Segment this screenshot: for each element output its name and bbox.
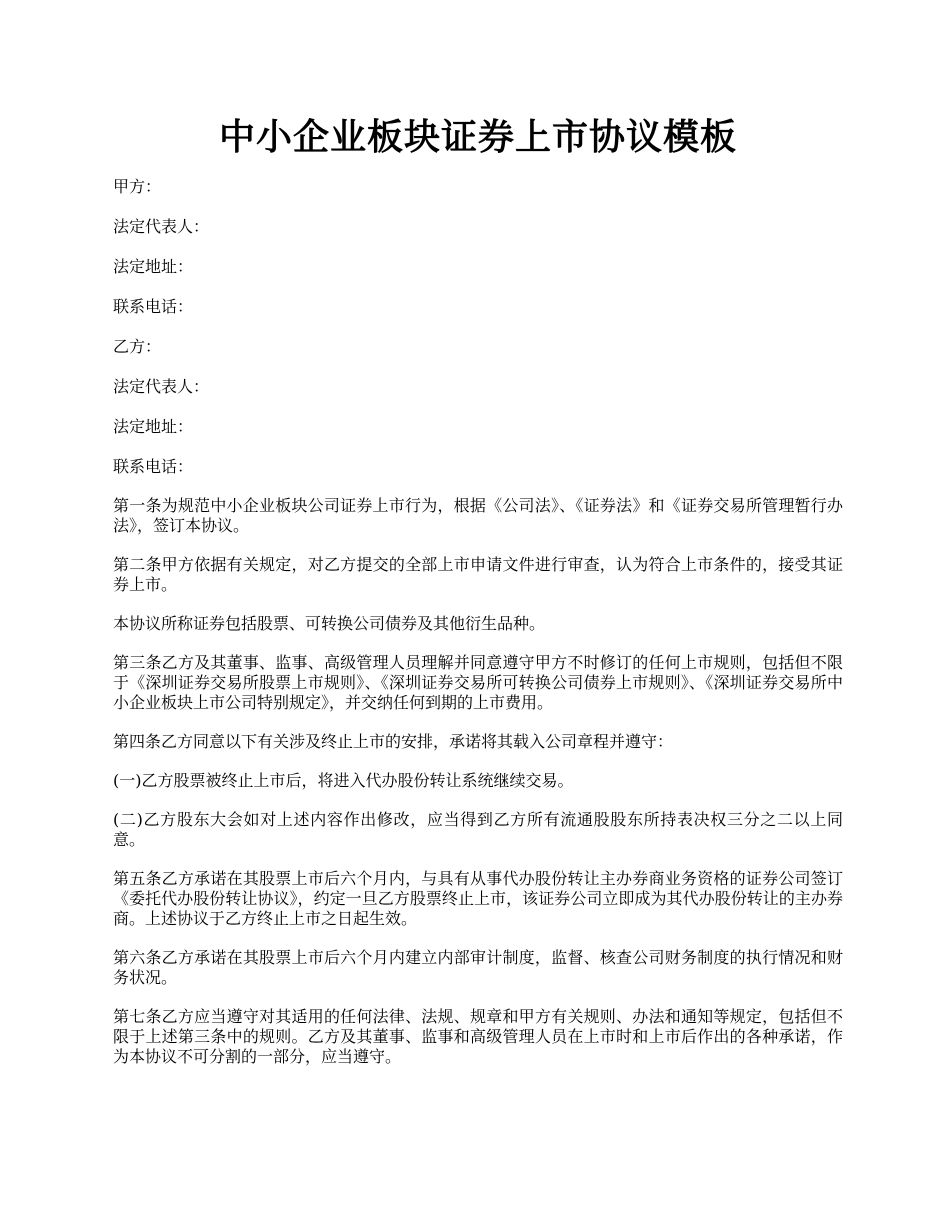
party-a-address-label: 法定地址： [113, 257, 194, 276]
party-b-rep-label: 法定代表人： [113, 377, 210, 396]
clause-4-item-2: (二)乙方股东大会如对上述内容作出修改，应当得到乙方所有流通股股东所持表决权三分之二以上同意。 [113, 810, 843, 849]
party-b-address-label: 法定地址： [113, 417, 194, 436]
clause-7: 第七条乙方应当遵守对其适用的任何法律、法规、规章和甲方有关规则、办法和通知等规定，包括但不限于上述第三条中的规则。乙方及其董事、监事和高级管理人员在上市时和上市后作出的各种承诺，作为本协议不可分割的一部分，应当遵守。 [113, 1007, 843, 1066]
clause-4: 第四条乙方同意以下有关涉及终止上市的安排，承诺将其载入公司章程并遵守： [113, 732, 674, 751]
party-a-phone-label: 联系电话： [113, 297, 194, 316]
party-info-section [113, 176, 843, 478]
party-a-rep-label: 法定代表人： [113, 217, 210, 236]
clauses-section [113, 496, 843, 1067]
clause-4-item-1: (一)乙方股票被终止上市后，将进入代办股份转让系统继续交易。 [113, 771, 574, 790]
clause-2-note: 本协议所称证券包括股票、可转换公司债券及其他衍生品种。 [113, 614, 546, 633]
document-page [113, 112, 843, 1086]
party-a-label: 甲方： [113, 177, 162, 196]
clause-1: 第一条为规范中小企业板块公司证券上市行为，根据《公司法》、《证券法》和《证券交易所管理暂行办法》，签订本协议。 [113, 496, 843, 535]
party-b-label: 乙方： [113, 337, 162, 356]
clause-3: 第三条乙方及其董事、监事、高级管理人员理解并同意遵守甲方不时修订的任何上市规则，包括但不限于《深圳证券交易所股票上市规则》、《深圳证券交易所可转换公司债券上市规则》、《深圳证券交易所中小企业板块上市公司特别规定》，并交纳任何到期的上市费用。 [113, 653, 843, 712]
clause-2: 第二条甲方依据有关规定，对乙方提交的全部上市申请文件进行审查，认为符合上市条件的，接受其证券上市。 [113, 555, 843, 594]
party-b-phone-label: 联系电话： [113, 457, 194, 476]
clause-5: 第五条乙方承诺在其股票上市后六个月内，与具有从事代办股份转让主办券商业务资格的证券公司签订《委托代办股份转让协议》，约定一旦乙方股票终止上市，该证券公司立即成为其代办股份转让的主办券商。上述协议于乙方终止上市之日起生效。 [113, 869, 843, 928]
document-title: 中小企业板块证券上市协议模板 [218, 116, 737, 158]
clause-6: 第六条乙方承诺在其股票上市后六个月内建立内部审计制度，监督、核查公司财务制度的执行情况和财务状况。 [113, 948, 843, 987]
